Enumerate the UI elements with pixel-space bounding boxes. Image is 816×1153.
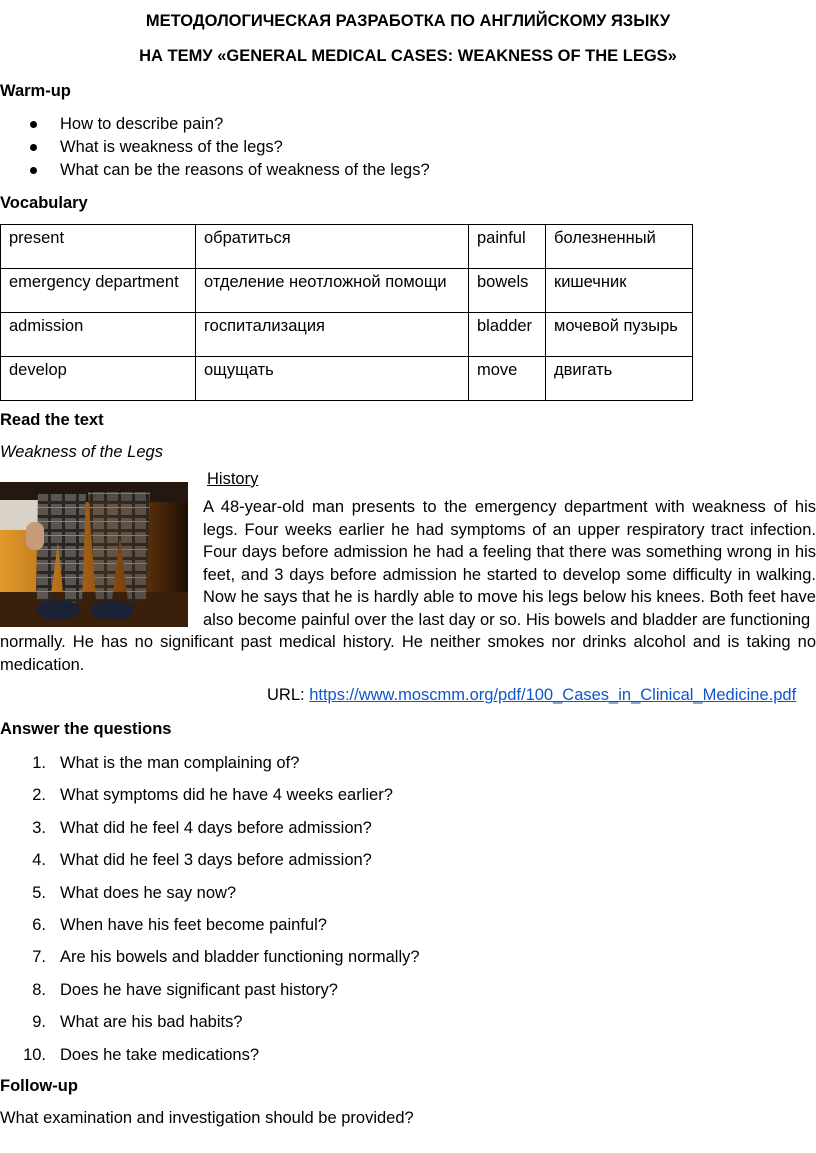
question-number: 2. — [32, 786, 46, 805]
document-title-line-2: НА ТЕМУ «GENERAL MEDICAL CASES: WEAKNESS OF THE LEGS» — [139, 47, 677, 65]
list-item — [0, 1011, 420, 1043]
table-cell: ощущать — [196, 357, 469, 401]
question-number: 3. — [32, 818, 46, 837]
warmup-heading: Warm-up — [0, 82, 71, 100]
question-text: What did he feel 3 days before admission? — [60, 851, 372, 870]
question-number: 5. — [32, 883, 46, 902]
table-cell: move — [469, 357, 546, 401]
followup-question: What examination and investigation should be provided? — [0, 1109, 414, 1127]
table-cell: present — [1, 225, 196, 269]
table-row — [1, 357, 693, 401]
section-label-history: History — [207, 470, 259, 488]
case-text — [0, 496, 816, 676]
warmup-list — [0, 113, 430, 182]
question-text: Are his bowels and bladder functioning normally? — [60, 948, 420, 967]
question-text: Does he take medications? — [60, 1045, 260, 1064]
questions-list — [0, 752, 420, 1076]
table-cell: bladder — [469, 313, 546, 357]
url-label: URL: — [267, 686, 305, 704]
questions-heading: Answer the questions — [0, 720, 172, 738]
case-paragraph-continued: normally. He has no significant past medical history. He neither smokes nor drinks alcohol and is taking no medication. — [0, 633, 816, 674]
bullet-icon — [30, 121, 37, 128]
table-cell: двигать — [546, 357, 693, 401]
question-number: 7. — [32, 948, 46, 967]
question-number: 9. — [32, 1013, 46, 1032]
table-cell: bowels — [469, 269, 546, 313]
table-cell: обратиться — [196, 225, 469, 269]
question-number: 4. — [32, 851, 46, 870]
list-item — [0, 882, 420, 914]
question-text: When have his feet become painful? — [60, 915, 327, 934]
table-cell: admission — [1, 313, 196, 357]
list-item-text: How to describe pain? — [60, 115, 224, 133]
case-paragraph-wrapped: A 48-year-old man presents to the emergency department with weakness of his legs. Four weeks earlier he had symptoms of an upper respiratory tract infection. Four days before admission he had a feeling that there was something wrong in his feet, and 3 days before admission he started to develop some difficulty in walking. Now he says that he is hardly able to move his legs below his knees. Both feet have also become painful over the last day or so. His bowels and bladder are functioning — [203, 498, 816, 629]
table-cell: отделение неотложной помощи — [196, 269, 469, 313]
question-text: What are his bad habits? — [60, 1013, 243, 1032]
question-number: 1. — [32, 754, 46, 772]
reading-heading: Read the text — [0, 411, 104, 429]
document-title-line-1: МЕТОДОЛОГИЧЕСКАЯ РАЗРАБОТКА ПО АНГЛИЙСКОМУ ЯЗЫКУ — [145, 12, 671, 30]
question-number: 6. — [32, 915, 46, 934]
source-url-link[interactable]: https://www.moscmm.org/pdf/100_Cases_in_Clinical_Medicine.pdf — [309, 686, 797, 704]
vocabulary-heading: Vocabulary — [0, 194, 88, 212]
list-item — [0, 817, 420, 849]
vocabulary-table — [0, 224, 693, 401]
table-cell: госпитализация — [196, 313, 469, 357]
table-cell: emergency department — [1, 269, 196, 313]
question-text: What does he say now? — [60, 883, 237, 902]
question-text: What did he feel 4 days before admission? — [60, 818, 372, 837]
bullet-icon — [30, 144, 37, 151]
question-number: 8. — [32, 980, 46, 999]
list-item — [0, 849, 420, 881]
followup-heading: Follow-up — [0, 1077, 78, 1095]
table-cell: болезненный — [546, 225, 693, 269]
list-item — [0, 784, 420, 816]
list-item-text: What is weakness of the legs? — [60, 138, 283, 156]
list-item — [0, 113, 430, 136]
question-text: What is the man complaining of? — [60, 754, 300, 772]
list-item-text: What can be the reasons of weakness of the legs? — [60, 161, 430, 179]
table-cell: мочевой пузырь — [546, 313, 693, 357]
text-title: Weakness of the Legs — [0, 443, 163, 461]
table-cell: кишечник — [546, 269, 693, 313]
list-item — [0, 914, 420, 946]
list-item — [0, 1044, 420, 1076]
question-text: Does he have significant past history? — [60, 980, 338, 999]
list-item — [0, 946, 420, 978]
question-number: 10. — [23, 1045, 46, 1064]
table-row — [1, 225, 693, 269]
bullet-icon — [30, 167, 37, 174]
table-row — [1, 269, 693, 313]
source-url-line — [267, 686, 796, 705]
list-item — [0, 159, 430, 182]
table-cell: develop — [1, 357, 196, 401]
list-item — [0, 752, 420, 784]
table-row — [1, 313, 693, 357]
table-cell: painful — [469, 225, 546, 269]
list-item — [0, 979, 420, 1011]
list-item — [0, 136, 430, 159]
question-text: What symptoms did he have 4 weeks earlier? — [60, 786, 393, 805]
